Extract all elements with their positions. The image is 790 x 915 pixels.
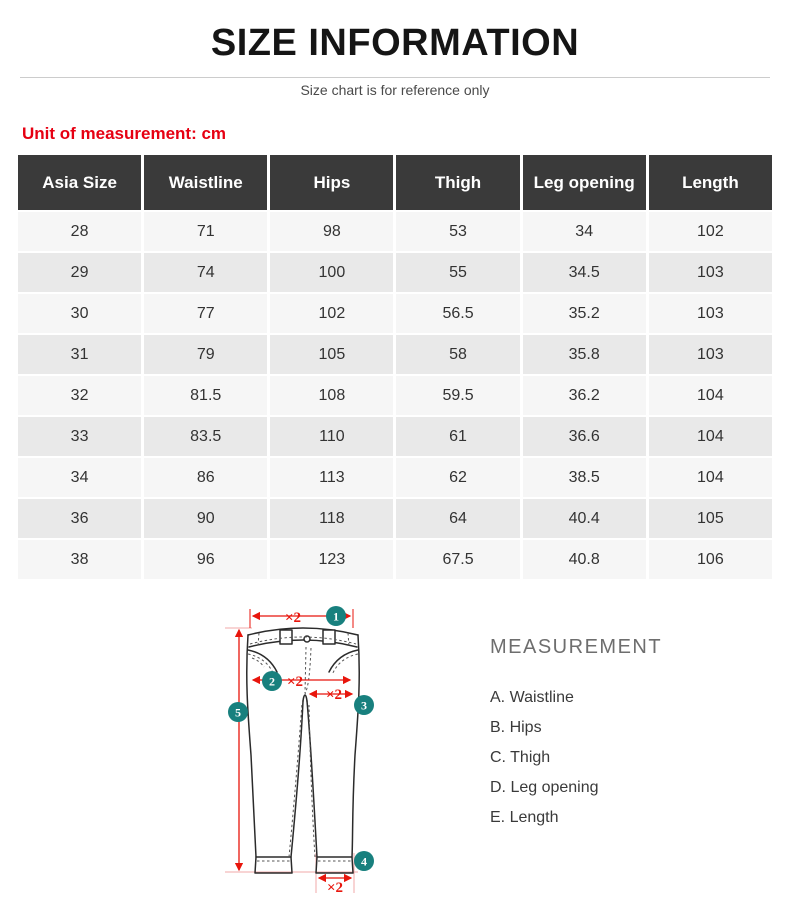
col-header-hips: Hips xyxy=(270,155,393,210)
measurement-item-thigh: C. Thigh xyxy=(490,749,551,766)
table-cell: 110 xyxy=(270,417,393,456)
measurement-list xyxy=(490,683,662,833)
measurement-item-leg-opening: D. Leg opening xyxy=(490,779,599,796)
table-cell: 100 xyxy=(270,253,393,292)
marker-3: 3 xyxy=(361,698,367,713)
table-cell: 38.5 xyxy=(523,458,646,497)
table-row xyxy=(18,253,772,292)
table-cell: 40.4 xyxy=(523,499,646,538)
pants-stitching xyxy=(248,633,358,861)
table-cell: 106 xyxy=(649,540,772,579)
marker-2: 2 xyxy=(269,674,275,689)
table-cell: 58 xyxy=(396,335,519,374)
table-cell: 108 xyxy=(270,376,393,415)
table-row xyxy=(18,417,772,456)
table-cell: 105 xyxy=(270,335,393,374)
marker-1: 1 xyxy=(333,609,339,624)
table-cell: 38 xyxy=(18,540,141,579)
table-cell: 81.5 xyxy=(144,376,267,415)
table-cell: 74 xyxy=(144,253,267,292)
title-divider xyxy=(20,77,770,78)
size-table xyxy=(15,153,775,581)
table-cell: 96 xyxy=(144,540,267,579)
table-cell: 40.8 xyxy=(523,540,646,579)
table-cell: 113 xyxy=(270,458,393,497)
table-cell: 29 xyxy=(18,253,141,292)
page-subtitle: Size chart is for reference only xyxy=(300,82,490,98)
table-cell: 53 xyxy=(396,212,519,251)
table-cell: 64 xyxy=(396,499,519,538)
table-row xyxy=(18,335,772,374)
table-cell: 36 xyxy=(18,499,141,538)
table-cell: 34 xyxy=(523,212,646,251)
page-title: SIZE INFORMATION xyxy=(210,22,580,64)
pants-measurement-diagram xyxy=(190,595,480,915)
leg-opening-x2-label: ×2 xyxy=(326,880,344,896)
measurement-item-length: E. Length xyxy=(490,809,559,826)
table-cell: 104 xyxy=(649,376,772,415)
table-cell: 36.6 xyxy=(523,417,646,456)
table-row xyxy=(18,212,772,251)
size-table-header-row xyxy=(18,155,772,210)
table-cell: 59.5 xyxy=(396,376,519,415)
table-cell: 103 xyxy=(649,294,772,333)
table-cell: 32 xyxy=(18,376,141,415)
table-cell: 118 xyxy=(270,499,393,538)
table-cell: 90 xyxy=(144,499,267,538)
table-cell: 71 xyxy=(144,212,267,251)
table-row xyxy=(18,458,772,497)
table-cell: 83.5 xyxy=(144,417,267,456)
table-cell: 98 xyxy=(270,212,393,251)
table-cell: 102 xyxy=(649,212,772,251)
table-cell: 62 xyxy=(396,458,519,497)
measurement-item-waistline: A. Waistline xyxy=(490,689,574,706)
table-cell: 28 xyxy=(18,212,141,251)
measurement-heading: MEASUREMENT xyxy=(490,636,663,658)
table-cell: 103 xyxy=(649,253,772,292)
table-cell: 79 xyxy=(144,335,267,374)
table-cell: 31 xyxy=(18,335,141,374)
table-cell: 86 xyxy=(144,458,267,497)
table-cell: 77 xyxy=(144,294,267,333)
marker-5: 5 xyxy=(235,705,241,720)
table-cell: 123 xyxy=(270,540,393,579)
table-cell: 34 xyxy=(18,458,141,497)
table-cell: 105 xyxy=(649,499,772,538)
table-row xyxy=(18,499,772,538)
marker-4: 4 xyxy=(361,854,367,869)
table-cell: 104 xyxy=(649,417,772,456)
col-header-thigh: Thigh xyxy=(396,155,519,210)
unit-note: Unit of measurement: cm xyxy=(22,124,227,143)
table-cell: 34.5 xyxy=(523,253,646,292)
measure-arrows xyxy=(239,616,352,878)
pants-outline xyxy=(247,628,359,873)
table-cell: 61 xyxy=(396,417,519,456)
measurement-legend xyxy=(490,636,662,833)
col-header-leg-opening: Leg opening xyxy=(523,155,646,210)
table-cell: 104 xyxy=(649,458,772,497)
table-cell: 103 xyxy=(649,335,772,374)
table-cell: 30 xyxy=(18,294,141,333)
table-cell: 35.2 xyxy=(523,294,646,333)
table-cell: 55 xyxy=(396,253,519,292)
thigh-x2-label: ×2 xyxy=(325,687,343,703)
table-row xyxy=(18,294,772,333)
table-row xyxy=(18,540,772,579)
col-header-waistline: Waistline xyxy=(144,155,267,210)
col-header-length: Length xyxy=(649,155,772,210)
table-cell: 56.5 xyxy=(396,294,519,333)
table-cell: 102 xyxy=(270,294,393,333)
col-header-asia-size: Asia Size xyxy=(18,155,141,210)
measurement-item-hips: B. Hips xyxy=(490,719,542,736)
table-cell: 35.8 xyxy=(523,335,646,374)
waist-x2-label: ×2 xyxy=(284,610,302,626)
table-cell: 67.5 xyxy=(396,540,519,579)
hip-x2-label: ×2 xyxy=(286,674,304,690)
table-cell: 33 xyxy=(18,417,141,456)
table-cell: 36.2 xyxy=(523,376,646,415)
table-row xyxy=(18,376,772,415)
